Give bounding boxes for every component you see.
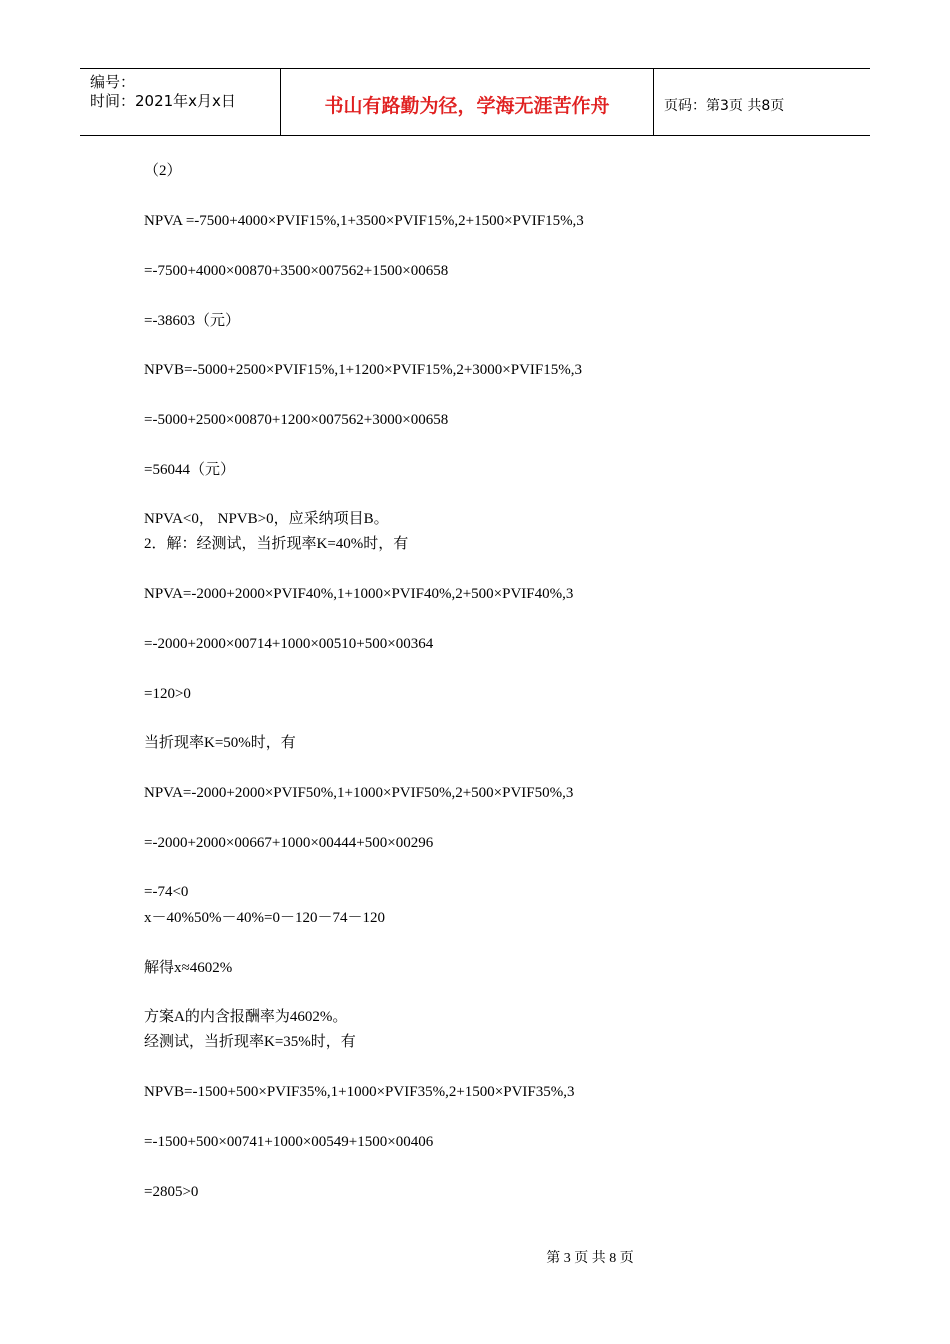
text-line: NPVA<0， NPVB>0，应采纳项目B。 xyxy=(144,511,389,527)
text-line: =-5000+2500×00870+1200×007562+3000×00658 xyxy=(144,412,449,428)
text-line: =-2000+2000×00667+1000×00444+500×00296 xyxy=(144,835,434,851)
header-page-number: 页码：第3页 共8页 xyxy=(664,98,785,114)
text-line: =120>0 xyxy=(144,686,191,702)
text-line: NPVA=-2000+2000×PVIF50%,1+1000×PVIF50%,2+500×PVIF50%,3 xyxy=(144,785,574,801)
page-footer: 第 3 页 共 8 页 xyxy=(546,1251,634,1266)
text-line: NPVB=-1500+500×PVIF35%,1+1000×PVIF35%,2+1500×PVIF35%,3 xyxy=(144,1084,575,1100)
header-motto: 书山有路勤为径，学海无涯苦作舟 xyxy=(324,95,610,117)
text-line: NPVA=-2000+2000×PVIF40%,1+1000×PVIF40%,2+500×PVIF40%,3 xyxy=(144,586,574,602)
text-line: =-7500+4000×00870+3500×007562+1500×00658 xyxy=(144,263,449,279)
text-line: 当折现率K=50%时，有 xyxy=(144,735,296,751)
text-line: NPVB=-5000+2500×PVIF15%,1+1200×PVIF15%,2+3000×PVIF15%,3 xyxy=(144,362,582,378)
text-line: =2805>0 xyxy=(144,1184,199,1200)
text-line: =56044（元） xyxy=(144,462,235,478)
number-label: 编号： xyxy=(90,73,136,91)
text-line: 经测试，当折现率K=35%时，有 xyxy=(144,1034,356,1050)
text-line: x－40%50%－40%=0－120－74－120 xyxy=(144,910,385,926)
text-line: =-1500+500×00741+1000×00549+1500×00406 xyxy=(144,1134,434,1150)
text-line: =-74<0 xyxy=(144,884,189,900)
text-line: NPVA =-7500+4000×PVIF15%,1+3500×PVIF15%,2+1500×PVIF15%,3 xyxy=(144,213,584,229)
text-line: （2） xyxy=(144,163,182,179)
text-line: 方案A的内含报酬率为4602%。 xyxy=(144,1009,348,1025)
text-line: =-38603（元） xyxy=(144,313,240,329)
time-label: 时间：2021年x月x日 xyxy=(90,92,236,110)
text-line: 2．解：经测试，当折现率K=40%时，有 xyxy=(144,536,409,552)
text-line: 解得x≈4602% xyxy=(144,960,233,976)
text-line: =-2000+2000×00714+1000×00510+500×00364 xyxy=(144,636,434,652)
